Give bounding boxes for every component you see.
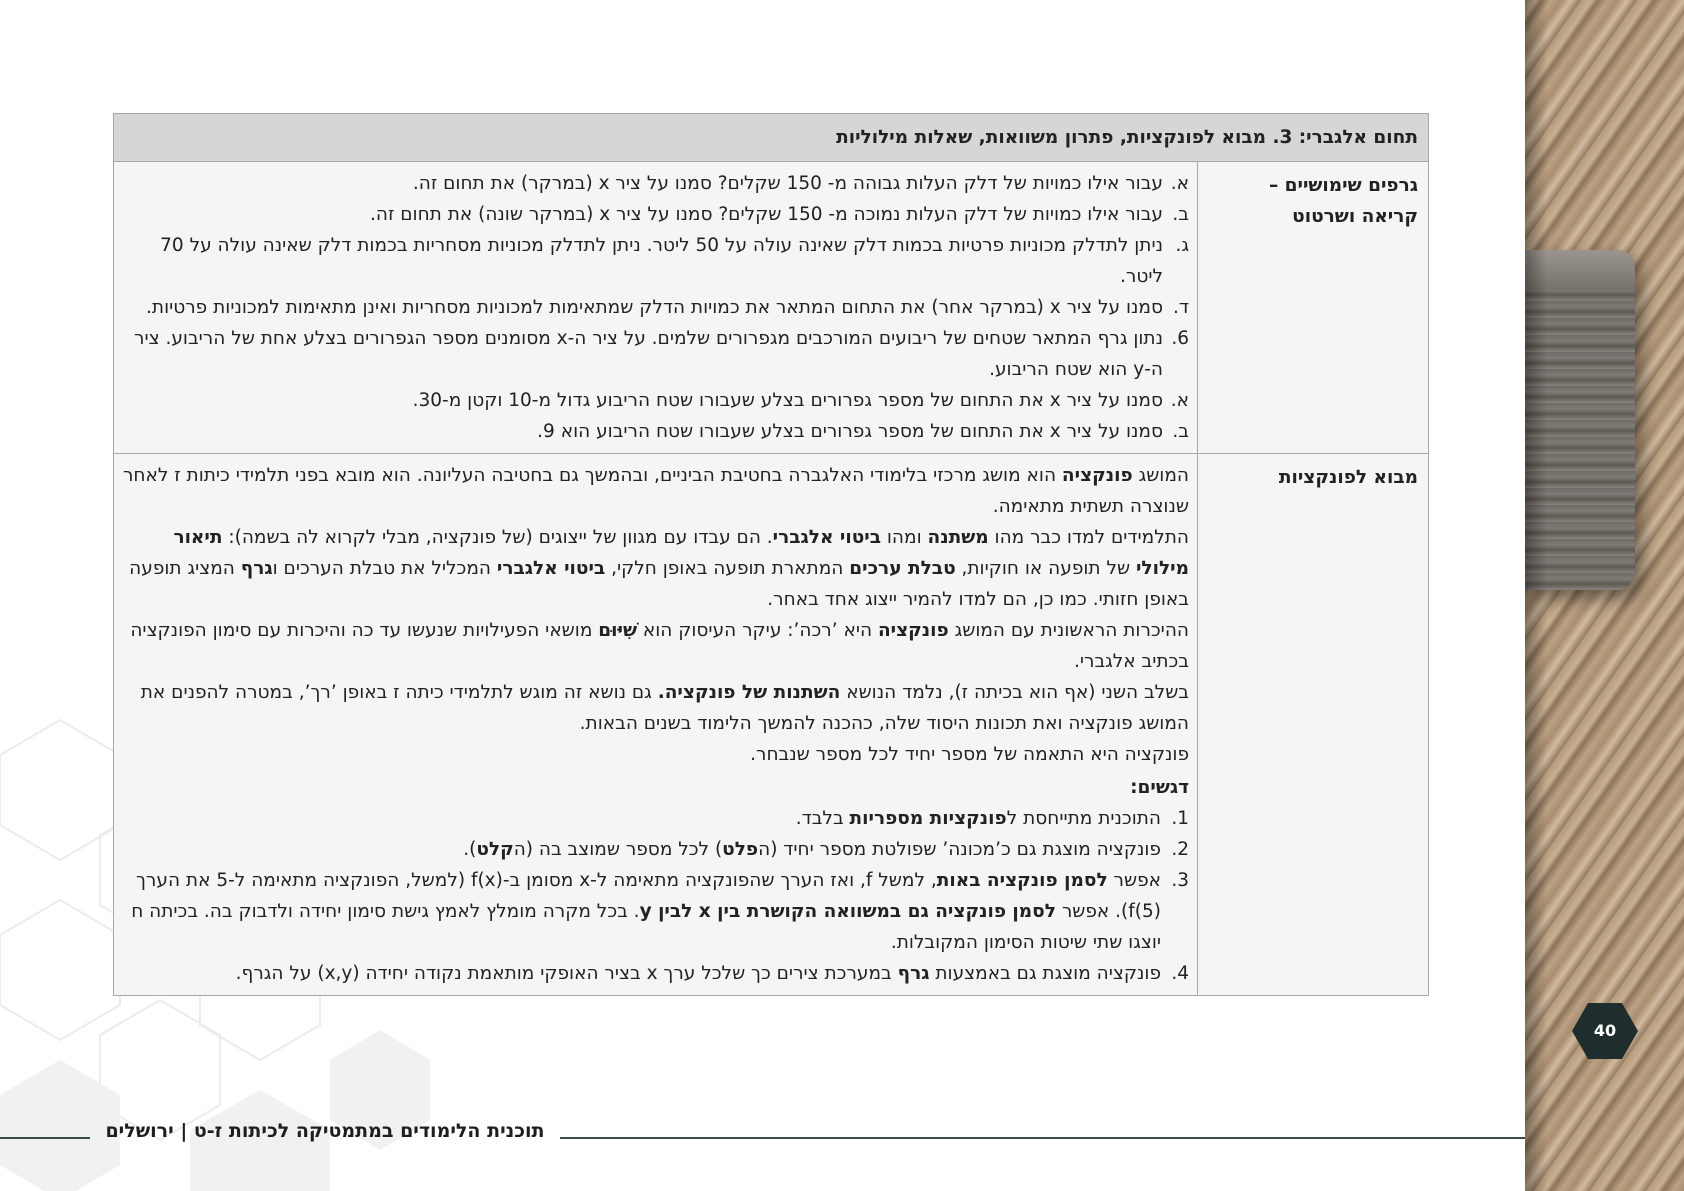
text-run: ) לכל מספר שמוצב בה (ה [513,839,723,860]
text-run: , למשל f, ואז הערך שהפונקציה מתאימה ל-x מסומן ב-f(x) (למשל, הפונקציה מתאימה ל-5 את הערך f(5)). אפשר [136,870,1161,922]
list-marker: ד. [1173,297,1189,318]
row-label-line: קריאה ושרטוט [1292,206,1418,227]
list-item [122,834,1189,865]
emphasis-title: דגשים: [1130,777,1189,798]
bold-term: השתנות של פונקציה. [657,682,841,703]
text-run: במערכת צירים כך שלכל ערך x בציר האופקי מותאמת נקודה יחידה (x,y) על הגרף. [235,963,898,984]
list-marker: 3. [1171,870,1189,891]
bold-term: קלט [476,839,514,860]
text-run: גם נושא זה מוגש לתלמידי כיתה ז באופן ’רך’, במטרה להפנים את המושג פונקציה ואת תכונות היסוד שלה, כהכנה להמשך הלימוד בשנים הבאות. [140,682,1189,734]
list-marker: 4. [1171,963,1189,984]
row-label-intro-functions: מבוא לפונקציות [1198,454,1429,996]
list-marker: ב. [1172,204,1189,225]
row-label-line: גרפים שימושיים – [1268,175,1418,196]
bold-term: לסמן פונקציה באות [936,870,1108,891]
list-item [122,803,1189,834]
list-text [122,865,1161,958]
text-run: הוא מושג מרכזי בלימודי האלגברה בחטיבת הביניים, ובהמשך גם בחטיבה העליונה. הוא מובא בפני תלמידי כיתות ז לאחר שנוצרה תשתית מתאימה. [122,465,1189,517]
bold-term: ביטוי אלגברי [772,527,881,548]
list-text: עבור אילו כמויות של דלק העלות גבוהה מ- 150 שקלים? סמנו על ציר x (במרקר) את תחום זה. [412,173,1163,194]
list-marker: א. [1170,173,1189,194]
footer-rule [0,1137,90,1139]
row-label-graphs [1198,162,1429,454]
list-text [122,834,1161,865]
text-run: . הם עבדו עם מגוון של ייצוגים (של פונקציה, מבלי לקרוא לה בשמה): [222,527,773,548]
text-run: התלמידים למדו כבר מהו [988,527,1189,548]
text-run: מושאי הפעילויות שנעשו עד כה והיכרות עם סימון הפונקציה בכתיב אלגברי. [130,620,1189,672]
bold-term: לסמן פונקציה גם במשוואה הקושרת בין x לבין y [639,901,1056,922]
table-row [114,162,1429,454]
text-run: המתארת תופעה באופן חלקי, [605,558,850,579]
bold-term: ביטוי אלגברי [496,558,606,579]
bold-term: פלט [722,839,759,860]
list-item [122,199,1189,230]
list-text: סמנו על ציר x את התחום של מספר גפרורים בצלע שעבורו שטח הריבוע גדול מ-10 וקטן מ-30. [412,390,1163,411]
text-run: התוכנית מתייחסת ל [1006,808,1161,829]
text-run: פונקציה מוצגת גם כ’מכונה’ שפולטת מספר יחיד (ה [758,839,1161,860]
list-item [122,385,1189,416]
list-item [122,292,1189,323]
list-marker: 2. [1171,839,1189,860]
list-text: סמנו על ציר x את התחום של מספר גפרורים בצלע שעבורו שטח הריבוע הוא 9. [537,421,1163,442]
text-run: ומהו [881,527,928,548]
paragraph [122,615,1189,677]
page-number: 40 [1593,1021,1617,1040]
row-content-intro-functions [114,454,1198,996]
text-run: המושג [1132,465,1189,486]
bold-term: פונקציה [1061,465,1133,486]
list-marker: ג. [1175,235,1189,256]
list-item [122,323,1189,385]
table-header: תחום אלגברי: 3. מבוא לפונקציות, פתרון משוואות, שאלות מילוליות [114,114,1429,162]
text-run: בשלב השני (אף הוא בכיתה ז), נלמד הנושא [840,682,1189,703]
bold-term: פונקציות מספריות [849,808,1007,829]
paragraph [122,677,1189,739]
text-run: המכליל את טבלת הערכים ו [272,558,497,579]
list-marker: ב. [1172,421,1189,442]
row-content-graphs [114,162,1198,454]
text-run: היא ’רכה’: עיקר העיסוק הוא [637,620,878,641]
paragraph: פונקציה היא התאמה של מספר יחיד לכל מספר שנבחר. [750,744,1189,765]
paragraph [122,522,1189,615]
list-marker: 6. [1171,328,1189,349]
text-run: ). [463,839,477,860]
list-text: עבור אילו כמויות של דלק העלות נמוכה מ- 150 שקלים? סמנו על ציר x (במרקר שונה) את תחום זה. [370,204,1163,225]
list-item [122,416,1189,447]
text-run: ההיכרות הראשונית עם המושג [948,620,1189,641]
page-shadow [1525,0,1547,1191]
text-run: אפשר [1107,870,1161,891]
list-item [122,230,1189,292]
list-text: סמנו על ציר x (במרקר אחר) את התחום המתאר את כמויות הדלק שמתאימות למכוניות מסחריות ואינן מתאימות למכוניות פרטיות. [146,297,1163,318]
bold-term: משתנה [927,527,989,548]
text-run: פונקציה מוצגת גם באמצעות [929,963,1161,984]
bold-term: פונקציה [877,620,949,641]
bold-term: תיאור מילולי [173,527,1189,579]
paragraph [122,460,1189,522]
list-item [122,958,1189,989]
bold-term: גרף [240,558,273,579]
list-text [122,803,1161,834]
footer-title: תוכנית הלימודים במתמטיקה לכיתות ז-ט | ירושלים [105,1120,545,1142]
list-marker: א. [1170,390,1189,411]
bold-term: שִׁיּוּם [598,620,637,641]
list-text: נתון גרף המתאר שטחים של ריבועים המורכבים מגפרורים שלמים. על ציר ה-x מסומנים מספר הגפרורים בצלע אחת של הריבוע. ציר ה-y הוא שטח הריבוע. [134,328,1163,380]
text-run: המציג תופעה באופן חזותי. כמו כן, הם למדו להמיר ייצוג אחד באחר. [129,558,1189,610]
bold-term: טבלת ערכים [849,558,956,579]
text-run: בלבד. [795,808,850,829]
table-row [114,454,1429,996]
list-text: ניתן לתדלק מכוניות פרטיות בכמות דלק שאינה עולה על 50 ליטר. ניתן לתדלק מכוניות מסחריות בכמות דלק שאינה עולה על 70 ליטר. [160,235,1163,287]
list-text [122,958,1161,989]
text-run: של תופעה או חוקיות, [955,558,1136,579]
text-run: . בכל מקרה מומלץ לאמץ גישת סימון יחידה ולדבוק בה. בכיתה ח יוצגו שתי שיטות הסימון המקובלות. [131,901,1161,953]
list-marker: 1. [1171,808,1189,829]
curriculum-table [113,113,1429,996]
list-item [122,865,1189,958]
bold-term: גרף [897,963,930,984]
page-number-badge [1572,1001,1638,1061]
list-item [122,168,1189,199]
footer-rule [560,1137,1525,1139]
